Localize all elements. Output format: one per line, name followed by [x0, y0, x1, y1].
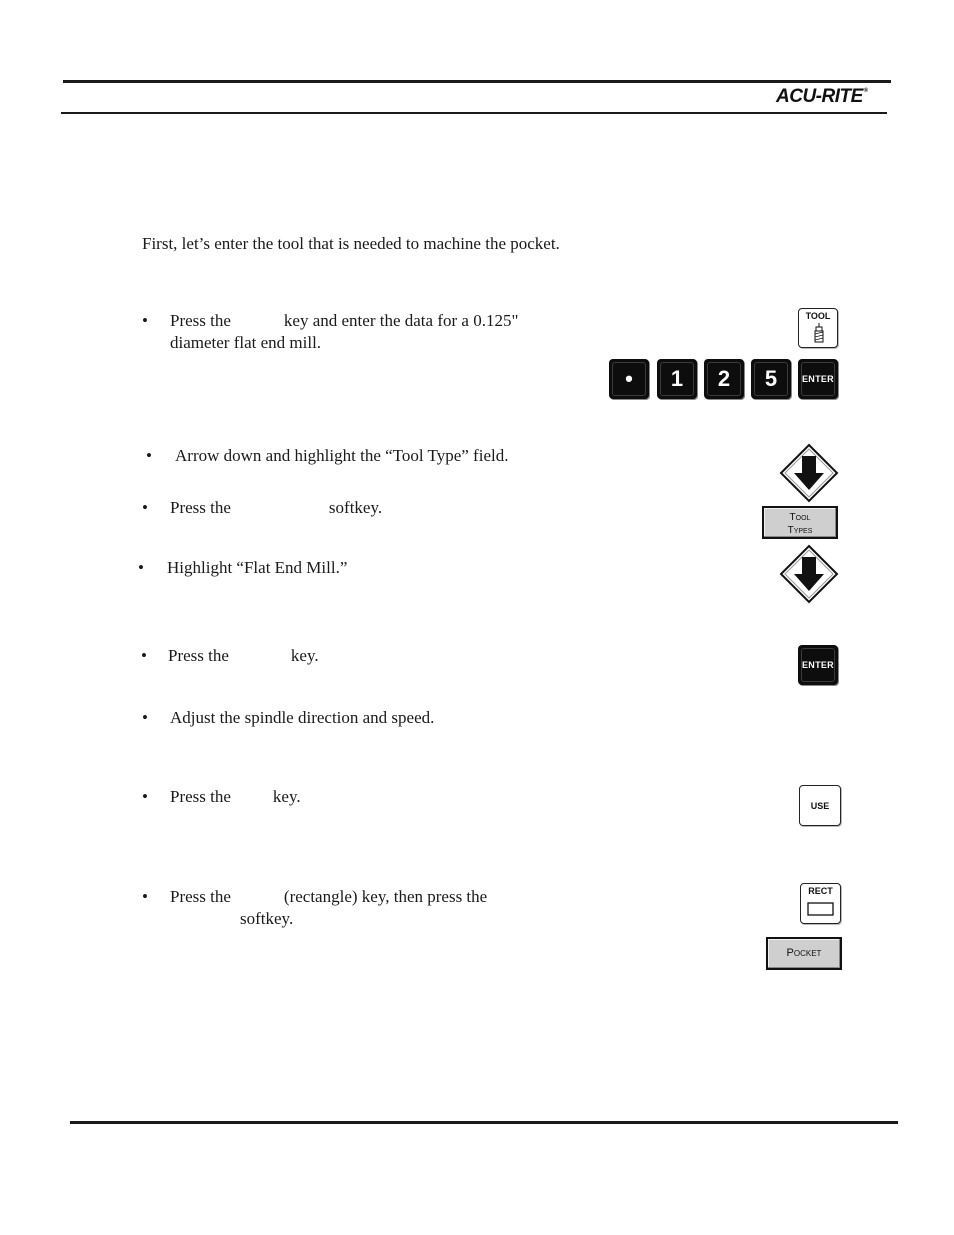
step-1-bullet: • [142, 311, 148, 330]
intro-text: First, let’s enter the tool that is needed to machine the pocket. [142, 234, 560, 253]
enter-key[interactable]: ENTER [798, 359, 838, 399]
tool-types-softkey[interactable]: Tool Types [762, 506, 838, 539]
step-8-text: Press the (rectangle) key, then press the [170, 887, 488, 906]
step-1-text-line2: diameter flat end mill. [170, 333, 322, 352]
header-bottom-rule [61, 112, 887, 114]
enter-key[interactable]: ENTER [798, 645, 838, 685]
rectangle-icon [807, 902, 835, 916]
step-7-bullet: • [142, 787, 148, 806]
arrow-down-key-icon[interactable] [779, 544, 839, 604]
step-7-text: Press the key. [170, 787, 301, 806]
tool-key[interactable]: TOOL [798, 308, 838, 348]
rect-key[interactable]: RECT [800, 883, 841, 924]
step-6-bullet: • [142, 708, 148, 727]
step-4-bullet: • [138, 558, 144, 577]
decimal-point-key[interactable]: • [609, 359, 649, 399]
arrow-down-key-icon[interactable] [779, 443, 839, 503]
step-8-bullet: • [142, 887, 148, 906]
step-6-text: Adjust the spindle direction and speed. [170, 708, 435, 727]
step-1-text: Press the key and enter the data for a 0.125" [170, 311, 519, 330]
step-2-bullet: • [146, 446, 152, 465]
step-5-bullet: • [141, 646, 147, 665]
step-2-text: Arrow down and highlight the “Tool Type” field. [175, 446, 509, 465]
digit-5-key[interactable]: 5 [751, 359, 791, 399]
step-3-text: Press the softkey. [170, 498, 383, 517]
step-5-text: Press the key. [168, 646, 319, 665]
step-4-text: Highlight “Flat End Mill.” [167, 558, 348, 577]
brand-logo: ACU-RITE® [776, 86, 868, 107]
digit-2-key[interactable]: 2 [704, 359, 744, 399]
step-8-text-line2: softkey. [240, 909, 294, 928]
use-key[interactable]: USE [799, 785, 841, 826]
header-top-rule [63, 80, 891, 83]
pocket-softkey[interactable]: Pocket [766, 937, 842, 970]
step-3-bullet: • [142, 498, 148, 517]
footer-rule [70, 1121, 898, 1124]
end-mill-icon [812, 323, 826, 343]
digit-1-key[interactable]: 1 [657, 359, 697, 399]
